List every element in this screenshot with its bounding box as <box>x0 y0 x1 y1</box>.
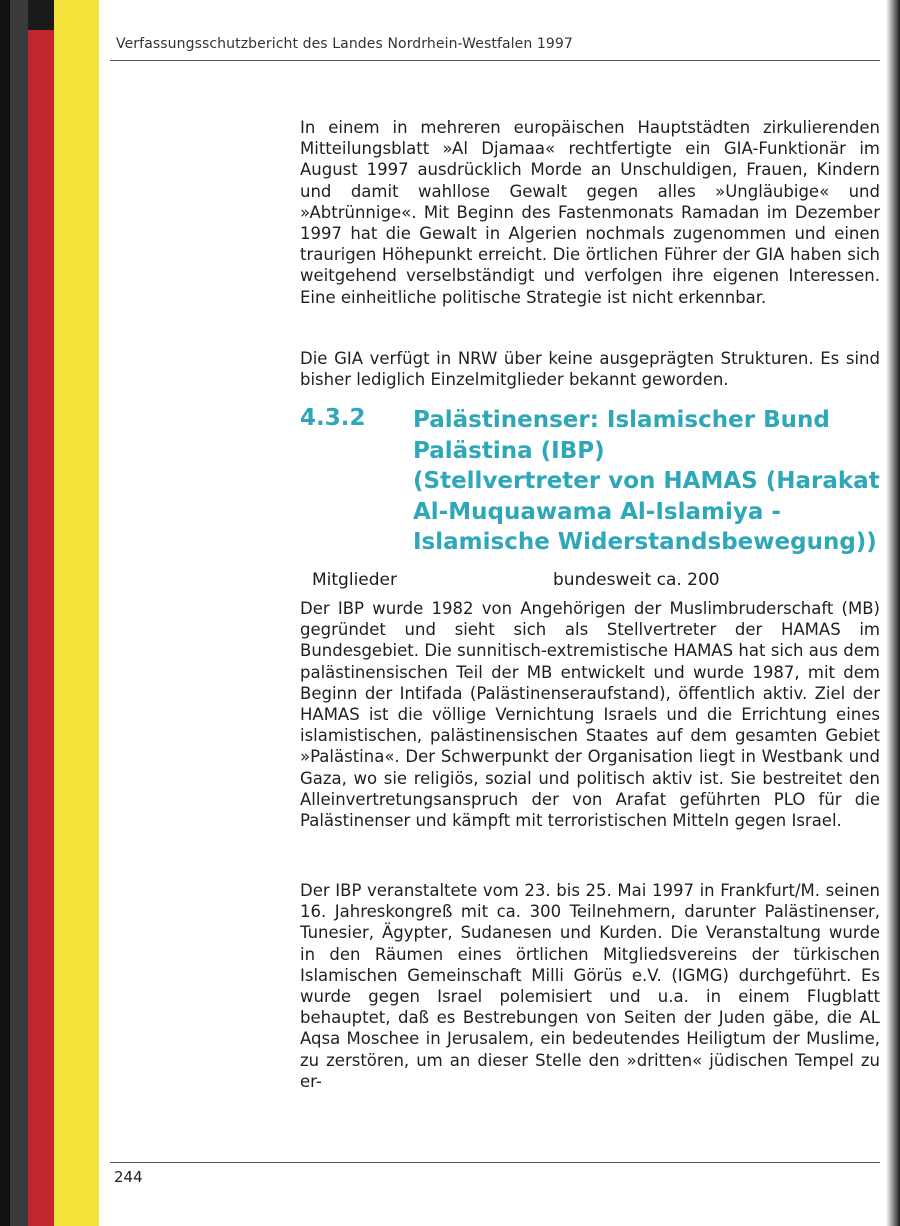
paragraph-text: Der IBP veranstaltete vom 23. bis 25. Mai 1997 in Frankfurt/M. seinen 16. Jahreskongreß mit ca. 300 Teilnehmern, darunter Palästinenser, Tunesier, Ägypter, Sudanesen und Kurden. Die Veranstaltung wurde in den Räumen eines örtlichen Mitgliedsvereins der türkischen Islamischen Gemeinschaft Milli Görüs e.V. (IGMG) durchgeführt. Es wurde gegen Israel polemisiert und u.a. in einem Flugblatt behauptet, daß es Bestrebungen von Seiten der Juden gäbe, die AL Aqsa Moschee in Jerusalem, ein bedeutendes Heiligtum der Muslime, zu zerstören, um an dieser Stelle den »dritten« jüdischen Tempel zu er- <box>300 881 880 1091</box>
section-title-line: Islamische Widerstandsbewegung)) <box>413 529 877 555</box>
members-value: bundesweit ca. 200 <box>553 570 720 590</box>
binding-shadow <box>28 0 54 30</box>
paragraph-ibp-congress <box>300 880 880 1092</box>
section-title-line: Palästina (IBP) <box>413 437 605 464</box>
flag-stripe-gold <box>54 0 99 1226</box>
paragraph-gia-violence <box>300 117 880 308</box>
footer-rule <box>110 1162 880 1163</box>
section-number: 4.3.2 <box>300 405 366 431</box>
running-header: Verfassungsschutzbericht des Landes Nordrhein-Westfalen 1997 <box>116 36 573 52</box>
page-number: 244 <box>114 1168 143 1186</box>
header-rule <box>110 60 880 61</box>
members-label: Mitglieder <box>312 570 397 590</box>
flag-stripe-black <box>0 0 28 1226</box>
paragraph-text: In einem in mehreren europäischen Hauptstädten zirkulierenden Mitteilungsblatt »Al Djamaa« rechtfertigte ein GIA-Funktionär im August 1997 ausdrücklich Morde an Unschuldigen, Frauen, Kindern und damit wahllose Gewalt gegen alles »Ungläubige« und »Abtrünnige«. Mit Beginn des Fastenmonats Ramadan im Dezember 1997 hat die Gewalt in Algerien nochmals zugenommen und einen traurigen Höhepunkt erreicht. Die örtlichen Führer der GIA haben sich weitgehend verselbständigt und verfolgen ihre eigenen Interessen. Eine einheitliche politische Strategie ist nicht erkennbar. <box>300 118 880 307</box>
section-title-line: Palästinenser: Islamischer Bund <box>413 407 830 433</box>
paragraph-text: Die GIA verfügt in NRW über keine ausgeprägten Strukturen. Es sind bisher lediglich Einzelmitglieder bekannt geworden. <box>300 349 880 390</box>
section-title-line: (Stellvertreter von HAMAS (Harakat <box>413 468 880 494</box>
paragraph-text: Der IBP wurde 1982 von Angehörigen der Muslimbruderschaft (MB) gegründet und sieht sich als Stellvertreter der HAMAS im Bundesgebiet. Die sunnitisch-extremistische HAMAS hat sich aus dem palästinensischen Teil der MB entwickelt und wurde 1987, mit dem Beginn der Intifada (Palästinenseraufstand), öffentlich aktiv. Ziel der HAMAS ist die völlige Vernichtung Israels und die Errichtung eines islamistischen, palästinensischen Staates auf dem gesamten Gebiet »Palästina«. Der Schwerpunkt der Organisation liegt in Westbank und Gaza, wo sie religiös, sozial und politisch aktiv ist. Sie bestreitet den Alleinvertretungsanspruch der von Arafat geführten PLO für die Palästinenser und kämpft mit terroristischen Mitteln gegen Israel. <box>300 599 880 831</box>
paragraph-ibp-history <box>300 598 880 831</box>
flag-stripe-red <box>28 0 54 1226</box>
section-title <box>413 405 883 558</box>
paragraph-gia-nrw <box>300 348 880 390</box>
page-edge-shadow <box>886 0 900 1226</box>
section-title-line: Al-Muquawama Al-Islamiya - <box>413 498 781 525</box>
